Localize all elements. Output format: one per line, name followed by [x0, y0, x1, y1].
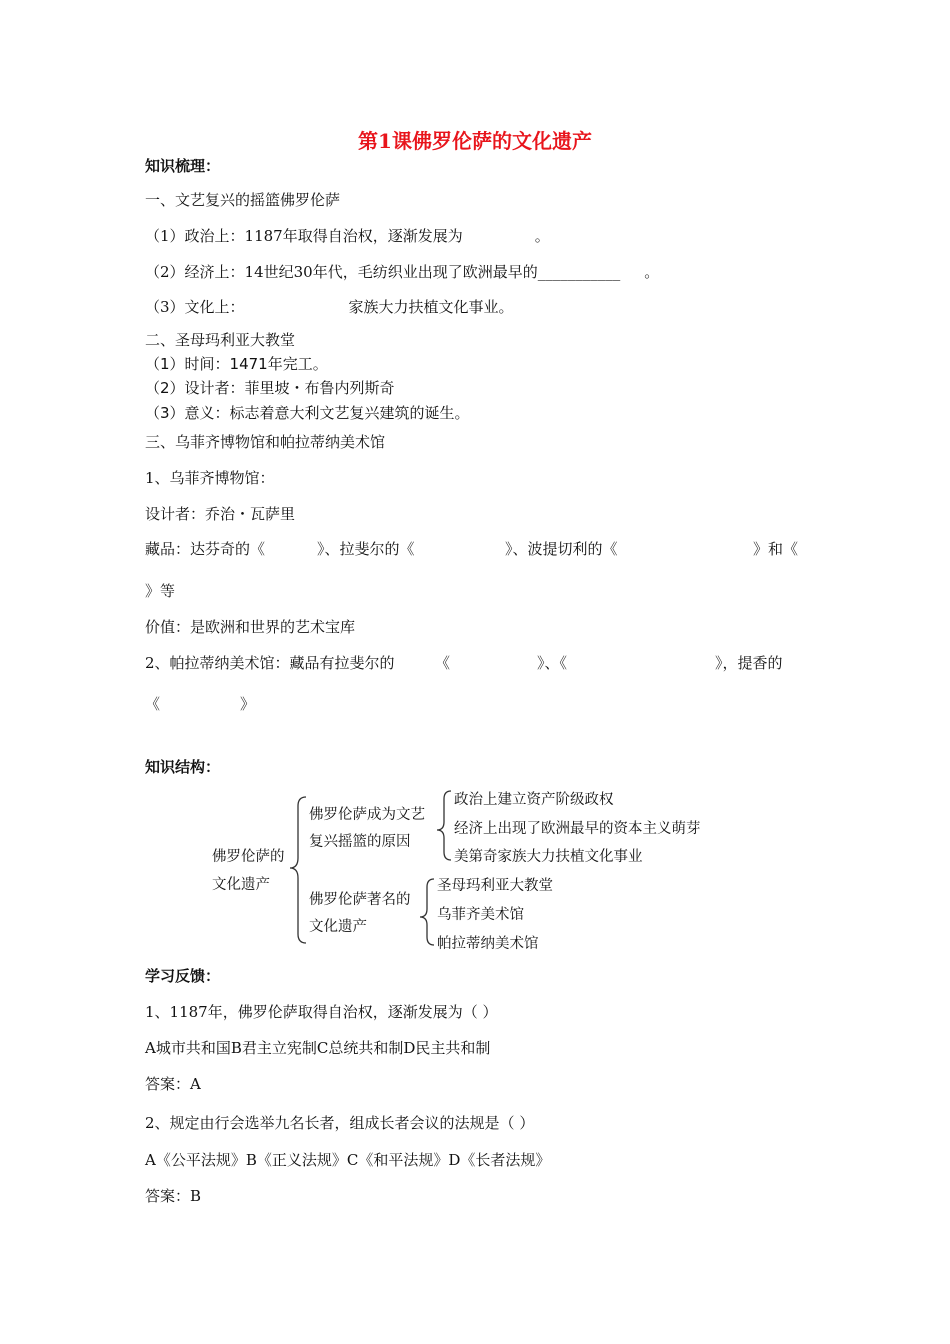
- politics-text-b: 取得自治权，逐渐发展为: [297, 227, 463, 245]
- politics-text-a: （1）政治上：1187年: [145, 227, 298, 245]
- part1-heading: 一、文艺复兴的摇篮佛罗伦萨: [145, 191, 341, 209]
- economy-end: 。: [644, 263, 660, 281]
- palatina-text-d: 》，提香的: [715, 654, 783, 672]
- structure-branch1-item: 政治上建立资产阶级政权: [454, 792, 614, 808]
- structure-branch1-line2: 复兴摇篮的原因: [309, 834, 411, 850]
- question-1-options: A城市共和国B君主立宪制C总统共和制D民主共和制: [145, 1039, 491, 1057]
- palatina-text-c: 》、《: [537, 654, 568, 672]
- structure-branch2-item: 帕拉蒂纳美术馆: [437, 936, 539, 952]
- question-2-answer: 答案：B: [145, 1187, 202, 1205]
- palatina-text-a: 2、帕拉蒂纳美术馆：藏品有拉斐尔的: [145, 654, 395, 672]
- palatina-text-e: 《: [145, 695, 161, 713]
- collection-part-2: 》、拉斐尔的《: [317, 540, 415, 558]
- part2-meaning: （3）意义：标志着意大利文艺复兴建筑的诞生。: [145, 404, 470, 422]
- uffizi-designer-b: 计者：乔治・瓦萨里: [160, 505, 296, 523]
- question-1: 1、1187年，佛罗伦萨取得自治权，逐渐发展为（ ）: [145, 1003, 498, 1021]
- structure-root-line1: 佛罗伦萨的: [212, 849, 285, 865]
- part3-heading: 三、乌菲齐博物馆和帕拉蒂纳美术馆: [145, 433, 386, 451]
- uffizi-designer-a: 设: [145, 505, 161, 523]
- collection-part-4: 》和《: [753, 540, 799, 558]
- section-knowledge-review: 知识梳理：: [145, 157, 221, 175]
- part2-designer: （2）设计者：菲里坡・布鲁内列斯奇: [145, 379, 395, 397]
- culture-text-a: （3）文化上：: [145, 298, 245, 316]
- structure-branch2-line2: 文化遗产: [309, 919, 367, 935]
- question-1-answer: 答案：A: [145, 1075, 201, 1093]
- structure-branch1-line1: 佛罗伦萨成为文艺: [309, 807, 425, 823]
- question-2: 2、规定由行会选举九名长者，组成长者会议的法规是（ ）: [145, 1114, 535, 1132]
- structure-branch2-item: 乌菲齐美术馆: [437, 907, 524, 923]
- structure-root-line2: 文化遗产: [212, 877, 270, 893]
- structure-branch2-line1: 佛罗伦萨著名的: [309, 892, 411, 908]
- uffizi-heading: 1、乌菲齐博物馆：: [145, 469, 275, 487]
- structure-branch1-item: 美第奇家族大力扶植文化事业: [454, 849, 643, 865]
- collection-part-3: 》、波提切利的《: [505, 540, 618, 558]
- palatina-text-b: 《: [435, 654, 451, 672]
- part2-time: （1）时间：1471年完工。: [145, 355, 328, 373]
- collection-part-1: 藏品：达芬奇的《: [145, 540, 266, 558]
- economy-text-a: （2）经济上：14世纪30年代，: [145, 263, 358, 281]
- collection-end: 》等: [145, 582, 176, 600]
- structure-branch2-item: 圣母玛利亚大教堂: [437, 878, 553, 894]
- culture-text-b: 家族大力扶植文化事业。: [348, 298, 514, 316]
- economy-text-b: 毛纺织业出现了欧洲最早的___________: [357, 263, 621, 281]
- page-title: 第1课佛罗伦萨的文化遗产: [358, 129, 592, 153]
- section-knowledge-structure: 知识结构：: [145, 758, 221, 776]
- part2-heading: 二、圣母玛利亚大教堂: [145, 331, 296, 349]
- politics-end: 。: [534, 227, 550, 245]
- section-feedback: 学习反馈：: [145, 967, 221, 985]
- palatina-text-f: 》: [240, 695, 256, 713]
- uffizi-value: 价值：是欧洲和世界的艺术宝库: [145, 618, 356, 636]
- question-2-options: A《公平法规》B《正义法规》C《和平法规》D《长者法规》: [145, 1151, 551, 1169]
- structure-branch1-item: 经济上出现了欧洲最早的资本主义萌芽: [454, 821, 701, 837]
